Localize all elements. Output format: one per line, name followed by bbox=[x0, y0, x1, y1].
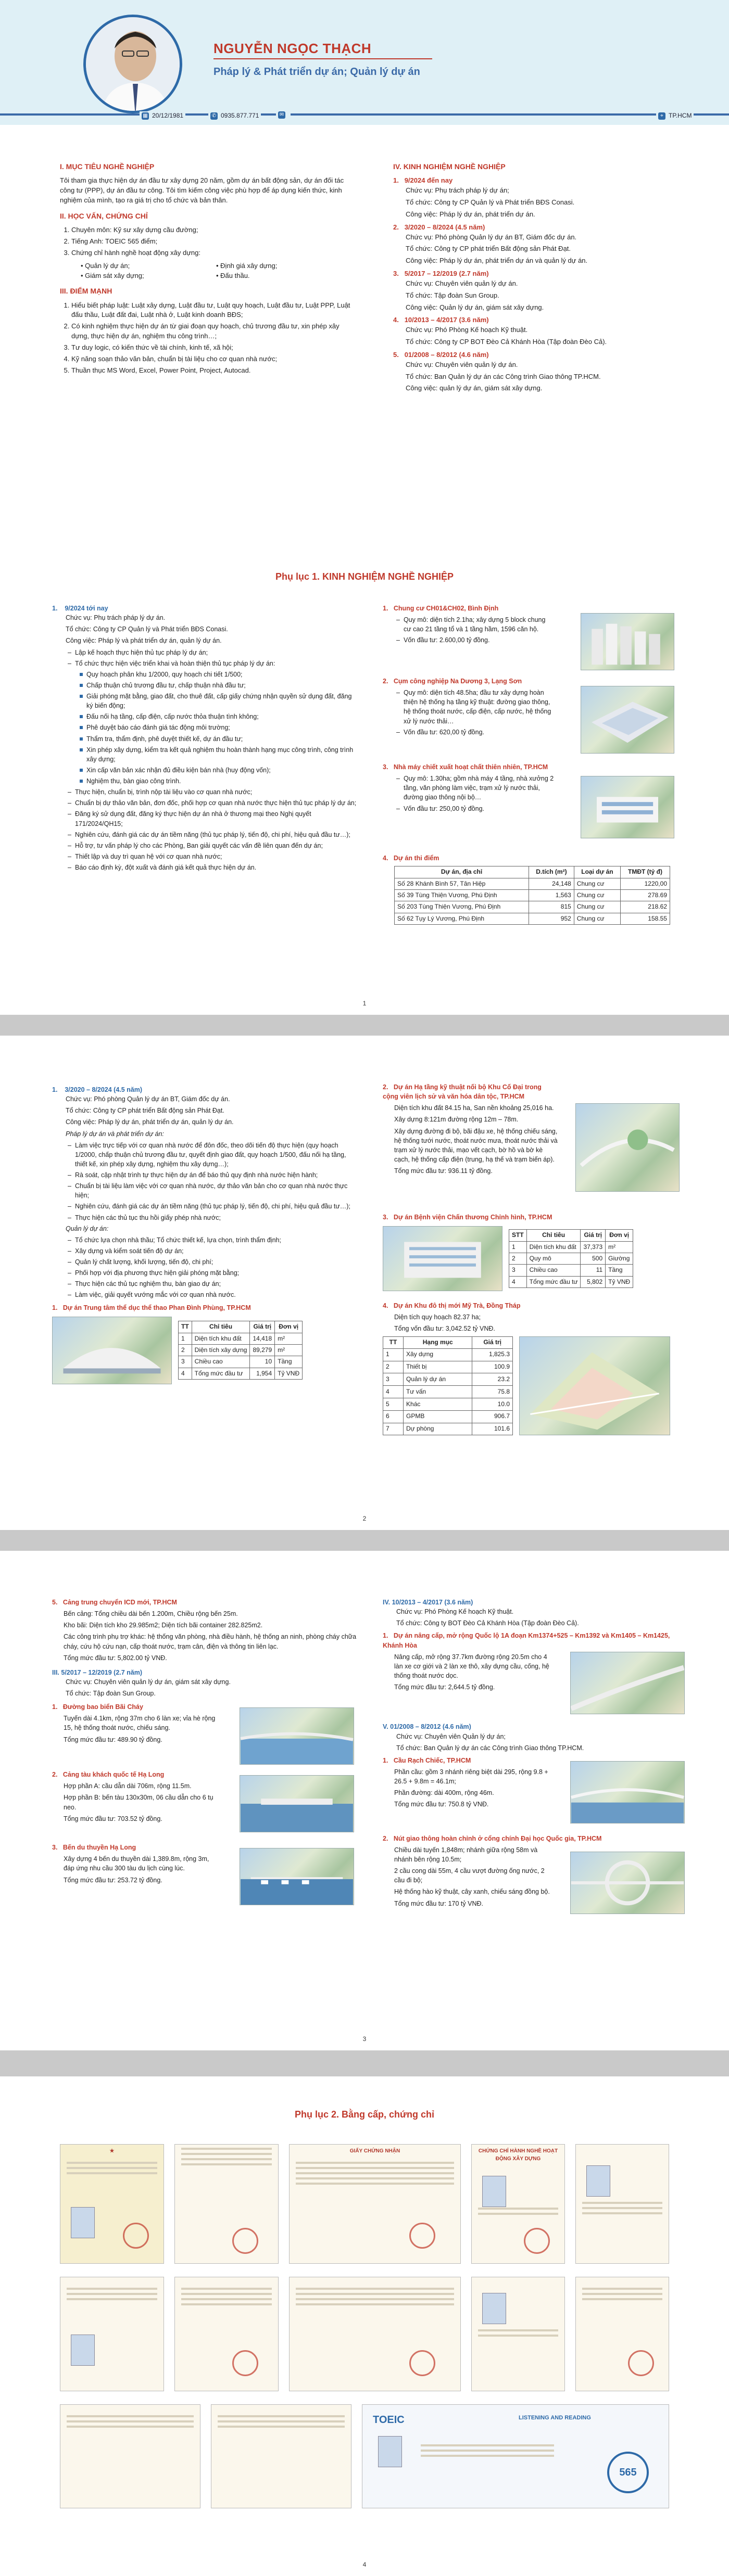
project-detail: Tổng vốn đầu tư: 3,042.52 tỷ VNĐ. bbox=[394, 1325, 495, 1333]
project-detail: Phần cầu: gồm 3 nhánh riêng biệt dài 295, rộng 9.8 + 26.5 + 9.8m = 46.1m; bbox=[394, 1768, 548, 1785]
job-line: Công việc: Pháp lý dự án, phát triển dự án. bbox=[406, 210, 535, 218]
job-line: Chức vụ: Phụ trách pháp lý dự án; bbox=[406, 186, 509, 195]
job-line: Chức vụ: Phó phòng Quản lý dự án BT, Giám đốc dự án. bbox=[406, 233, 577, 241]
subtask-item: Quy hoạch phân khu 1/2000, quy hoạch chi tiết 1/500; bbox=[86, 670, 359, 679]
task-item: – Chuẩn bị dự thảo văn bản, đơn đốc, phối hợp cơ quan nhà nước thực hiện thủ tục pháp lý dự án; bbox=[75, 798, 359, 808]
task-item: – Lập kế hoạch thực hiện thủ tục pháp lý dự án; bbox=[75, 648, 359, 657]
project-detail: 2 cầu cong dài 55m, 4 cầu vượt đường ống nước, 2 cầu đi bộ; bbox=[394, 1867, 545, 1884]
toeic-text-lines bbox=[414, 2441, 560, 2460]
job-line: Tổ chức: Công ty BOT Đèo Cả Khánh Hòa (Tập đoàn Đèo Cả). bbox=[396, 1619, 579, 1627]
project-entry: 2. Cảng tàu khách quốc tế Hạ Long Hợp phần A: cầu dẫn dài 706m, rộng 11.5m. Hợp phần B: bến tàu 130x30m, 06 cầu dẫn cho 6 tụ neo. Tổng mức đầu tư: 703.52 tỷ đồng. bbox=[52, 1770, 359, 1843]
phone-text: 0935.877.771 bbox=[221, 112, 259, 119]
project-entry: 2. Cụm công nghiệp Na Dương 3, Lạng Sơn – Quy mô: diện tích 48.5ha; đầu tư xây dựng hoàn thiện hệ thống hạ tầng kỹ thuật: đường giao thông, hệ thống thoát nước, cấp điện, cấp nước, hệ thống xử lý nước thải… – Vốn đầu tư: 620,00 tỷ đồng. bbox=[383, 677, 685, 762]
page2-left: 1. 3/2020 – 8/2024 (4.5 năm) Chức vụ: Phó phòng Quản lý dự án BT, Giám đốc dự án. Tổ chức: Công ty CP phát triển Bất động sản Phát Đạt. Công việc: Pháp lý dự án, phát triển dự án, quản lý dự án. Pháp lý dự án và phát triển dự án: – Làm việc trực tiếp với cơ quan nhà nước để đôn đốc, theo dõi tiến độ thực hiện (quy hoạch 1/2000, chấp thuận chủ trương đầu tư, quyết định giao đất, quy hoạch 1/500, đấu nối hạ tầng, thiết kế, xin phép xây dựng, nghiệm thu xây dựng…); – Rà soát, cập nhật trình tự thực hiện dự án để báo thủ quy định nhà nước hiện hành; – Chuẩn bị tài liệu làm việc với cơ quan nhà nước, dự thảo văn bản cho cơ quan nhà nước thực hiện; – Nghiên cứu, đánh giá các dự án tiềm năng (thủ tục pháp lý, tiến độ, chi phí, hiệu quả đầu tư…); – Thực hiện các thủ tục thu hồi giấy phép nhà nước; Quản lý dự án: – Tổ chức lựa chọn nhà thầu; Tổ chức thiết kế, lựa chọn, trình thẩm định; – Xây dựng và kiểm soát tiến độ dự án; – Quản lý chất lượng, khối lượng, tiến độ, chi phí; – Phối hợp với địa phương thực hiện giải phóng mặt bằng; – Thực hiện các thủ tục nghiệm thu, bàn giao dự án; – Làm việc, giải quyết vướng mắc với cơ quan nhà nước. 1. Dự án Trung tâm thể dục thể thao Phan Đình Phùng, TP.HCM TT Chỉ tiêu Giá trị Đơn vị 1 Diện tích khu đất 14,418 m² 2 Diện tích xây dựng 89,279 m² 3 Chiều cao 10 Tầng 4 Tổng mức đầu tư 1,954 Tỷ VNĐ bbox=[52, 1085, 359, 1384]
location-icon: ⌖ bbox=[658, 112, 665, 120]
name-rule bbox=[213, 58, 432, 59]
table-row: 1 Diện tích khu đất 37,373 m² bbox=[509, 1241, 633, 1253]
project-photo bbox=[581, 776, 674, 838]
project-detail: Hợp phần A: cầu dẫn dài 706m, rộng 11.5m. bbox=[64, 1782, 192, 1790]
project-detail: Các công trình phụ trợ khác: hệ thống văn phòng, nhà điều hành, hệ thống an ninh, phòng cháy chữa cháy, cứu hộ cứu nạn, cấp thoát nước, trạm cân, điện và thông tin liên lạc. bbox=[64, 1633, 357, 1650]
header-banner bbox=[0, 0, 729, 125]
project-table: TT Chỉ tiêu Giá trị Đơn vị 1 Diện tích khu đất 14,418 m² 2 Diện tích xây dựng 89,279 m² 3 Chiều cao 10 Tầng 4 Tổng mức đầu tư 1,954 Tỷ VNĐ bbox=[178, 1321, 303, 1380]
project-title: Đường bao biển Bãi Cháy bbox=[62, 1703, 143, 1711]
subtask-item: Chấp thuận chủ trương đầu tư, chấp thuận nhà đầu tư; bbox=[86, 681, 359, 690]
project-detail: Hệ thống hào kỹ thuật, cây xanh, chiếu sáng đồng bộ. bbox=[394, 1888, 550, 1896]
toeic-logo: TOEIC bbox=[373, 2414, 405, 2426]
job-line: Công việc: Pháp lý dự án, phát triển dự án và quản lý dự án. bbox=[406, 257, 588, 265]
project-entry: 3. Bến du thuyền Hạ Long Xây dựng 4 bến du thuyền dài 1,389.8m, rộng 3m, đáp ứng nhu cầu 300 tàu du lịch cùng lúc. Tổng mức đầu tư: 253.72 tỷ đồng. bbox=[52, 1843, 359, 1910]
toeic-certificate bbox=[362, 2404, 669, 2508]
job-line: Công việc: Quản lý dự án, giám sát xây dựng. bbox=[406, 303, 544, 311]
project-title: Bến du thuyền Hạ Long bbox=[62, 1844, 136, 1852]
table-row: Số 203 Tùng Thiện Vương, Phú Định 815 Chung cư 218.62 bbox=[395, 901, 670, 913]
project-detail: Tổng mức đầu tư: 2,644.5 tỷ đồng. bbox=[394, 1684, 495, 1691]
objective-text: Tôi tham gia thực hiện dự án đầu tư xây dựng 20 năm, gồm dự án bất động sản, dự án đối tác công tư (PPP), dự án đầu tư công. Tôi tìm kiếm công việc phù hợp để áp dụng kiến thức, kinh nghiệm của mình, tạo ra giá trị cho tổ chức và bản thân. bbox=[60, 176, 344, 204]
project-entry: 1. Cầu Rạch Chiếc, TP.HCM Phần cầu: gồm 3 nhánh riêng biệt dài 295, rộng 9.8 + 26.5 + 9.8m = 46.1m; Phần đường: dài 400m, rộng 46m. Tổng mức đầu tư: 750.8 tỷ VNĐ. bbox=[383, 1756, 685, 1834]
appendix-job-line: Chức vụ: Phụ trách pháp lý dự án. bbox=[66, 614, 166, 622]
project-detail: – Quy mô: 1.30ha; gồm nhà máy 4 tầng, nhà xưởng 2 tầng, văn phòng làm việc, trạm xử lý nước thải, đường giao thông nội bộ… bbox=[404, 774, 555, 802]
certificate-card bbox=[174, 2144, 279, 2264]
task-item: – Nghiên cứu, đánh giá các dự án tiềm năng (thủ tục pháp lý, tiến độ, chi phí, hiệu quả đầu tư…); bbox=[75, 1202, 359, 1211]
project-title: Dự án nâng cấp, mở rộng Quốc lộ 1A đoạn Km1374+525 – Km1392 và Km1405 – Km1425, Khánh Hòa bbox=[383, 1632, 670, 1649]
job-period: 3/2020 – 8/2024 (4.5 năm) bbox=[65, 1086, 143, 1093]
task-item: – Tổ chức thực hiện việc triển khai và hoàn thiện thủ tục pháp lý dự án: Quy hoạch phân khu 1/2000, quy hoạch chi tiết 1/500; Chấp thuận chủ trương đầu tư, chấp thuận nhà đầu tư; Giải phóng mặt bằng, giao đất, cho thuê đất, cấp giấy chứng nhận quyền sử dụng đất, đăng ký biến động; Đấu nối hạ tầng, cấp điện, cấp nước thỏa thuận tình không; Phê duyệt báo cáo đánh giá tác động môi trường; Thẩm tra, thẩm định, phê duyệt thiết kế, dự án đầu tư; Xin phép xây dựng, kiểm tra kết quả nghiệm thu hoàn thành hạng mục công trình, công trình xây dựng; Xin cấp văn bản xác nhận đủ điều kiện bán nhà (huy động vốn); Nghiệm thu, bàn giao công trình. bbox=[75, 659, 359, 786]
job-line: Tổ chức: Tập đoàn Sun Group. bbox=[66, 1690, 156, 1697]
task-item: – Nghiên cứu, đánh giá các dự án tiềm năng (thủ tục pháp lý, tiến độ, chi phí, hiệu quả đầu tư…); bbox=[75, 830, 359, 839]
certificate-card bbox=[289, 2144, 461, 2264]
subtask-item: Đấu nối hạ tầng, cấp điện, cấp nước thỏa thuận tình không; bbox=[86, 712, 359, 721]
project-detail: Tổng mức đầu tư: 5,802.00 tỷ VNĐ. bbox=[64, 1654, 167, 1662]
job-period: 01/2008 – 8/2012 (4.6 năm) bbox=[404, 350, 489, 359]
project-entry: 4. Dự án Khu đô thị mới Mỹ Trà, Đồng Tháp Diện tích quy hoạch 82.37 ha; Tổng vốn đầu tư: 3,042.52 tỷ VNĐ. TT Hạng mục Giá trị 1 Xây dựng 1,825.3 2 Thiết bị 100.9 3 Quản lý dự án 23.2 4 Tư vấn 75.8 5 Khác 10.0 6 GPMB 906.7 7 Dự phòng 101.6 bbox=[383, 1301, 685, 1435]
task-item: – Xây dựng và kiểm soát tiến độ dự án; bbox=[75, 1246, 359, 1256]
appendix-job-period: 9/2024 tới nay bbox=[65, 605, 108, 612]
right-column bbox=[393, 156, 674, 397]
project-detail: – Quy mô: diện tích 48.5ha; đầu tư xây dựng hoàn thiện hệ thống hạ tầng kỹ thuật: đường giao thông, hệ thống thoát nước, cấp điện, cấp nước, hệ thống xử lý nước thải… bbox=[404, 688, 555, 726]
subtask-item: Phê duyệt báo cáo đánh giá tác động môi trường; bbox=[86, 723, 359, 732]
project-detail: Tuyến dài 4.1km, rộng 37m cho 6 làn xe; vỉa hè rộng 15, hệ thống thoát nước, chiếu sáng. bbox=[64, 1715, 216, 1732]
certificate-heading: GIẤY CHỨNG NHẬN bbox=[349, 2148, 400, 2154]
land-table bbox=[394, 866, 670, 925]
project-detail: Tổng mức đầu tư: 170 tỷ VNĐ. bbox=[394, 1899, 483, 1907]
project-detail: Diện tích quy hoạch 82.37 ha; bbox=[394, 1313, 481, 1321]
project-title: Nhà máy chiết xuất hoạt chất thiên nhiên, TP.HCM bbox=[393, 763, 548, 771]
certificate-card bbox=[60, 2144, 164, 2264]
job-period: III. 5/2017 – 12/2019 (2.7 năm) bbox=[52, 1668, 143, 1676]
project-photo bbox=[575, 1103, 680, 1192]
subtask-item: Thẩm tra, thẩm định, phê duyệt thiết kế, dự án đầu tư; bbox=[86, 734, 359, 744]
project-detail: – Vốn đầu tư: 2.600,00 tỷ đồng. bbox=[404, 635, 555, 645]
location-item bbox=[656, 111, 694, 120]
job-line: Tổ chức: Công ty CP phát triển Bất động sản Phát Đạt. bbox=[66, 1107, 224, 1115]
project-detail: Kho bãi: Diện tích kho 29.985m2; Diện tích bãi container 282.825m2. bbox=[64, 1622, 263, 1629]
project-entry: 3. Nhà máy chiết xuất hoạt chất thiên nhiên, TP.HCM – Quy mô: 1.30ha; gồm nhà máy 4 tầng, nhà xưởng 2 tầng, văn phòng làm việc, trạm xử lý nước thải, đường giao thông nội bộ… – Vốn đầu tư: 250,00 tỷ đồng. bbox=[383, 762, 685, 853]
job-line: Công việc: Pháp lý dự án, phát triển dự án, quản lý dự án. bbox=[66, 1118, 234, 1126]
section-experience-title: IV. KINH NGHIỆM NGHỀ NGHIỆP bbox=[393, 162, 506, 171]
page-number: 4 bbox=[362, 2561, 367, 2568]
project-detail: – Quy mô: diện tích 2.1ha; xây dựng 5 block chung cư cao 21 tầng tổ và 1 tầng hầm, 1596 căn hộ. bbox=[404, 615, 555, 634]
left-column bbox=[60, 156, 351, 379]
strength-item: 2. Có kinh nghiệm thực hiện dự án từ giai đoạn quy hoạch, chủ trương đầu tư, xin phép xây dựng, thực hiện dự án, nghiệm thu công trình…; bbox=[71, 322, 351, 341]
project-photo bbox=[581, 613, 674, 670]
certificate-card bbox=[471, 2144, 565, 2264]
table-row: 1 Xây dựng 1,825.3 bbox=[383, 1348, 513, 1361]
appendix-1-right bbox=[383, 604, 685, 925]
project-photo bbox=[570, 1852, 685, 1914]
project-photo bbox=[581, 686, 674, 754]
page-3 bbox=[0, 1551, 729, 2050]
project-title: Dự án Hạ tầng kỹ thuật nối bộ Khu Cố Đại trong cộng viên lịch sử và văn hóa dân tộc, TP.HCM bbox=[383, 1083, 542, 1101]
project-photo bbox=[519, 1336, 670, 1435]
job-period: IV. 10/2013 – 4/2017 (3.6 năm) bbox=[383, 1599, 473, 1606]
certificate-item: • Đấu thầu. bbox=[216, 271, 250, 279]
certificate-card bbox=[211, 2404, 351, 2508]
project-photo bbox=[52, 1317, 172, 1384]
project-entry: 1. Dự án nâng cấp, mở rộng Quốc lộ 1A đoạn Km1374+525 – Km1392 và Km1405 – Km1425, Khánh Hòa Nâng cấp, mở rộng 37.7km đường rộng 20.5m cho 4 làn xe cơ giới và 2 làn xe thô, xây dựng cầu, cống, hệ thống thoát nước dọc. Tổng mức đầu tư: 2,644.5 tỷ đồng. bbox=[383, 1631, 685, 1722]
table-header: TMĐT (tỷ đ) bbox=[621, 866, 670, 878]
appendix-1-left: 1. 9/2024 tới nay Chức vụ: Phụ trách pháp lý dự án. Tổ chức: Công ty CP Quản lý và Phát triển BĐS Conasi. Công việc: Pháp lý và phát triển dự án, quản lý dự án. – Lập kế hoạch thực hiện thủ tục pháp lý dự án; – Tổ chức thực hiện việc triển khai và hoàn thiện thủ tục pháp lý dự án: Quy hoạch phân khu 1/2000, quy hoạch chi tiết 1/500; Chấp thuận chủ trương đầu tư, chấp thuận nhà đầu tư; Giải phóng mặt bằng, giao đất, cho thuê đất, cấp giấy chứng nhận quyền sử dụng đất, đăng ký biến động; Đấu nối hạ tầng, cấp điện, cấp nước thỏa thuận tình không; Phê duyệt báo cáo đánh giá tác động môi trường; Thẩm tra, thẩm định, phê duyệt thiết kế, dự án đầu tư; Xin phép xây dựng, kiểm tra kết quả nghiệm thu hoàn thành hạng mục công trình, công trình xây dựng; Xin cấp văn bản xác nhận đủ điều kiện bán nhà (huy động vốn); Nghiệm thu, bàn giao công trình. – Thực hiện, chuẩn bị, trình nộp tài liệu vào cơ quan nhà nước; – Chuẩn bị dự thảo văn bản, đơn đốc, phối hợp cơ quan nhà nước thực hiện thủ tục pháp lý dự án; – Đăng ký sử dụng đất, đăng ký thực hiện dự án nhà ở thương mại theo Nghị quyết 171/2024/QH15; – Nghiên cứu, đánh giá các dự án tiềm năng (thủ tục pháp lý, tiến độ, chi phí, hiệu quả đầu tư…); – Hỗ trợ, tư vấn pháp lý cho các Phòng, Ban giải quyết các vấn đề liên quan đến dự án; – Thiết lập và duy trì quan hệ với cơ quan nhà nước; – Báo cáo định kỳ, đột xuất và đánh giá kết quả thực hiện dự án. bbox=[52, 604, 359, 874]
project-detail: Phần đường: dài 400m, rộng 46m. bbox=[394, 1789, 494, 1797]
project-table: TT Hạng mục Giá trị 1 Xây dựng 1,825.3 2 Thiết bị 100.9 3 Quản lý dự án 23.2 4 Tư vấn 75.8 5 Khác 10.0 6 GPMB 906.7 7 Dự phòng 101.6 bbox=[383, 1336, 513, 1435]
project-detail: Bến cảng: Tổng chiều dài bến 1.200m, Chiều rộng bến 25m. bbox=[64, 1610, 238, 1618]
project-title: Nút giao thông hoàn chỉnh ở cổng chính Đại học Quốc gia, TP.HCM bbox=[393, 1834, 602, 1842]
project-entry: 2. Nút giao thông hoàn chỉnh ở cổng chính Đại học Quốc gia, TP.HCM Chiều dài tuyến 1,848m; nhánh giữa rộng 58m và nhánh bên rộng 10.5m; 2 cầu cong dài 55m, 4 cầu vượt đường ống nước, 2 cầu đi bộ; Hệ thống hào kỹ thuật, cây xanh, chiếu sáng đồng bộ. Tổng mức đầu tư: 170 tỷ VNĐ. bbox=[383, 1834, 685, 1922]
job-period: 9/2024 đến nay bbox=[404, 176, 453, 185]
job-line: Công việc: quản lý dự án, giám sát xây dựng. bbox=[406, 384, 543, 392]
project-detail: Tổng mức đầu tư: 936.11 tỷ đồng. bbox=[394, 1167, 493, 1175]
certificate-card bbox=[471, 2277, 565, 2391]
table-row: 4 Tư vấn 75.8 bbox=[383, 1386, 513, 1398]
project-detail: Diện tích khu đất 84.15 ha, San nền khoảng 25,016 ha. bbox=[394, 1104, 554, 1112]
subtask-item: Giải phóng mặt bằng, giao đất, cho thuê đất, cấp giấy chứng nhận quyền sử dụng đất, đăng ký biến động; bbox=[86, 692, 359, 710]
task-item: – Làm việc, giải quyết vướng mắc với cơ quan nhà nước. bbox=[75, 1290, 359, 1299]
subtask-item: Xin phép xây dựng, kiểm tra kết quả nghiệm thu hoàn thành hạng mục công trình, công trình xây dựng; bbox=[86, 745, 359, 764]
page3-left: 5. Cảng trung chuyển ICD mới, TP.HCM Bến cảng: Tổng chiều dài bến 1.200m, Chiều rộng bến 25m. Kho bãi: Diện tích kho 29.985m2; Diện tích bãi container 282.825m2. Các công trình phụ trợ khác: hệ thống văn phòng, nhà điều hành, hệ thống an ninh, phòng cháy chữa cháy, cứu hộ cứu nạn, cấp thoát nước, trạm cân, điện và thông tin liên lạc. Tổng mức đầu tư: 5,802.00 tỷ VNĐ. III. 5/2017 – 12/2019 (2.7 năm) Chức vụ: Chuyên viên quản lý dự án, giám sát xây dựng. Tổ chức: Tập đoàn Sun Group. 1. Đường bao biển Bãi Cháy Tuyến dài 4.1km, rộng 37m cho 6 làn xe; vỉa hè rộng 15, hệ thống thoát nước, chiếu sáng. Tổng mức đầu tư: 489.90 tỷ đồng. 2. Cảng tàu khách quốc tế Hạ Long Hợp phần A: cầu dẫn dài 706m, rộng 11.5m. Hợp phần B: bến tàu 130x30m, 06 cầu dẫn cho 6 tụ neo. Tổng mức đầu tư: 703.52 tỷ đồng. 3. Bến du thuyền Hạ Long Xây dựng 4 bến du thuyền dài 1,389.8m, rộng 3m, đáp ứng nhu cầu 300 tàu du lịch cùng lúc. Tổng mức đầu tư: 253.72 tỷ đồng. bbox=[52, 1598, 359, 1910]
job-line: Chức vụ: Phó phòng Quản lý dự án BT, Giám đốc dự án. bbox=[66, 1095, 230, 1103]
page-1 bbox=[0, 0, 729, 1015]
toeic-score: 565 bbox=[607, 2452, 649, 2493]
land-projects: 4. Dự án thi điểm Dự án, địa chỉ D.tích (m²) Loại dự án TMĐT (tỷ đ) Số 28 Khánh Bình 57, Tân Hiệp 24,148 Chung cư 1220,00 Số 39 Tùng Thiện Vương, Phú Định 1,563 Chung cư 278.69 Số 203 Tùng Thiện Vương, Phú Định 815 Chung cư 218.62 Số 62 Tụy Lý Vương, Phú Định 952 Chung cư 158.55 bbox=[383, 853, 685, 925]
job-period: 3/2020 – 8/2024 (4.5 năm) bbox=[404, 223, 485, 231]
appendix-1-title: Phụ lục 1. KINH NGHIỆM NGHỀ NGHIỆP bbox=[275, 571, 454, 582]
project-detail: Tổng mức đầu tư: 703.52 tỷ đồng. bbox=[64, 1815, 162, 1822]
project-title: Dự án Trung tâm thể dục thể thao Phan Đình Phùng, TP.HCM bbox=[62, 1304, 251, 1311]
job-line: Chức vụ: Phó Phòng Kế hoạch Kỹ thuật. bbox=[406, 326, 528, 334]
project-detail: Hợp phần B: bến tàu 130x30m, 06 cầu dẫn cho 6 tụ neo. bbox=[64, 1794, 213, 1811]
birthdate-item bbox=[140, 111, 185, 120]
table-row: 2 Quy mô 500 Giường bbox=[509, 1253, 633, 1264]
header-stripe bbox=[0, 113, 729, 116]
table-row: Số 28 Khánh Bình 57, Tân Hiệp 24,148 Chung cư 1220,00 bbox=[395, 878, 670, 889]
project-title: Dự án Khu đô thị mới Mỹ Trà, Đồng Tháp bbox=[393, 1302, 521, 1309]
strength-item: 5. Thuần thục MS Word, Excel, Power Point, Project, Autocad. bbox=[71, 366, 351, 376]
project-table: STT Chỉ tiêu Giá trị Đơn vị 1 Diện tích khu đất 37,373 m² 2 Quy mô 500 Giường 3 Chiều cao 11 Tầng 4 Tổng mức đầu tư 5,802 Tỷ VNĐ bbox=[509, 1229, 633, 1288]
subheading: Pháp lý dự án và phát triển dự án: bbox=[66, 1130, 164, 1138]
subtask-item: Xin cấp văn bản xác nhận đủ điều kiện bán nhà (huy động vốn); bbox=[86, 766, 359, 775]
project-photo bbox=[240, 1775, 354, 1832]
page-number: 2 bbox=[362, 1515, 367, 1522]
table-row: 1 Diện tích khu đất 14,418 m² bbox=[179, 1333, 303, 1344]
avatar bbox=[83, 15, 182, 113]
project-detail: Xây dựng đường đi bộ, bãi đậu xe, hệ thống chiếu sáng, hệ thống tưới nước, thoát nước mưa, thoát nước thải và trạm xử lý nước thải, mạo vết cạch, bờ hồ và bờ kè cạch, hệ thống cấp điện (trung, hạ thế và trạm biến áp). bbox=[394, 1127, 558, 1163]
project-title: Cảng trung chuyển ICD mới, TP.HCM bbox=[62, 1599, 177, 1606]
job-entry: 5. 01/2008 – 8/2012 (4.6 năm) Chức vụ: Chuyên viên quản lý dự án. Tổ chức: Ban Quản lý dự án các Công trình Giao thông TP.HCM. Công việc: quản lý dự án, giám sát xây dựng. bbox=[393, 350, 674, 393]
task-item: – Hỗ trợ, tư vấn pháp lý cho các Phòng, Ban giải quyết các vấn đề liên quan đến dự án; bbox=[75, 841, 359, 850]
candidate-name: NGUYỄN NGỌC THẠCH bbox=[213, 41, 372, 56]
table-header: Dự án, địa chỉ bbox=[395, 866, 529, 878]
certificate-heading: ★ bbox=[109, 2148, 115, 2154]
project-detail: Tổng mức đầu tư: 489.90 tỷ đồng. bbox=[64, 1736, 162, 1743]
job-period: 5/2017 – 12/2019 (2.7 năm) bbox=[404, 270, 489, 278]
appendix-job-line: Công việc: Pháp lý và phát triển dự án, quản lý dự án. bbox=[66, 637, 222, 645]
job-line: Tổ chức: Ban Quản lý dự án các Công trình Giao thông TP.HCM. bbox=[396, 1744, 584, 1752]
project-detail: – Vốn đầu tư: 620,00 tỷ đồng. bbox=[404, 728, 555, 737]
task-item: – Thực hiện các thủ tục nghiệm thu, bàn giao dự án; bbox=[75, 1279, 359, 1289]
location-text: TP.HCM bbox=[669, 112, 692, 119]
certificate-item: • Giám sát xây dựng; bbox=[81, 271, 144, 279]
calendar-icon: ▦ bbox=[142, 112, 149, 120]
table-row: 4 Tổng mức đầu tư 5,802 Tỷ VNĐ bbox=[509, 1276, 633, 1287]
project-detail: Tổng mức đầu tư: 750.8 tỷ VNĐ. bbox=[394, 1801, 489, 1808]
project-photo bbox=[570, 1761, 685, 1823]
page2-right bbox=[383, 1082, 685, 1435]
job-line: Tổ chức: Ban Quản lý dự án các Công trình Giao thông TP.HCM. bbox=[406, 372, 601, 380]
task-item: – Quản lý chất lượng, khối lượng, tiến độ, chi phí; bbox=[75, 1257, 359, 1267]
page-2 bbox=[0, 1036, 729, 1530]
project-photo bbox=[383, 1226, 502, 1291]
table-row: 6 GPMB 906.7 bbox=[383, 1410, 513, 1423]
email-item[interactable] bbox=[276, 111, 291, 119]
job-period: 10/2013 – 4/2017 (3.6 năm) bbox=[404, 316, 489, 324]
task-item: – Thiết lập và duy trì quan hệ với cơ quan nhà nước; bbox=[75, 852, 359, 861]
strength-item: 3. Tư duy logic, có kiến thức về tài chính, kinh tế, xã hội; bbox=[71, 343, 351, 353]
certificate-card bbox=[174, 2277, 279, 2391]
job-entry: 2. 3/2020 – 8/2024 (4.5 năm) Chức vụ: Phó phòng Quản lý dự án BT, Giám đốc dự án. Tổ chức: Công ty CP phát triển Bất động sản Phát Đạt. Công việc: Pháp lý dự án, phát triển dự án và quản lý dự án. bbox=[393, 223, 674, 266]
job-entry: 4. 10/2013 – 4/2017 (3.6 năm) Chức vụ: Phó Phòng Kế hoạch Kỹ thuật. Tổ chức: Công ty CP BOT Đèo Cả Khánh Hòa (Tập đoàn Đèo Cả). bbox=[393, 315, 674, 347]
email-icon: ✉ bbox=[278, 111, 285, 119]
task-item: – Chuẩn bị tài liệu làm việc với cơ quan nhà nước, dự thảo văn bản cho cơ quan nhà nước thực hiện; bbox=[75, 1181, 359, 1200]
table-row: 3 Chiều cao 11 Tầng bbox=[509, 1265, 633, 1276]
project-photo bbox=[570, 1652, 685, 1714]
project-detail: Nâng cấp, mở rộng 37.7km đường rộng 20.5m cho 4 làn xe cơ giới và 2 làn xe thô, xây dựng cầu, cống, hệ thống thoát nước dọc. bbox=[394, 1653, 549, 1679]
project-entry: 2. Dự án Hạ tầng kỹ thuật nối bộ Khu Cố Đại trong cộng viên lịch sử và văn hóa dân tộc, TP.HCM Diện tích khu đất 84.15 ha, San nền khoảng 25,016 ha. Xây dựng 8:121m đường rộng 12m – 78m. Xây dựng đường đi bộ, bãi đậu xe, hệ thống chiếu sáng, hệ thống tưới nước, thoát nước mưa, thoát nước thải và trạm xử lý nước thải, mạo vết cạch, bờ hồ và bờ kè cạch, hệ thống cấp điện (trung, hạ thế và trạm biến áp). Tổng mức đầu tư: 936.11 tỷ đồng. bbox=[383, 1082, 685, 1213]
certificate-card bbox=[575, 2277, 669, 2391]
job-line: Chức vụ: Chuyên viên quản lý dự án. bbox=[406, 360, 518, 368]
certificate-item: • Quản lý dự án; bbox=[81, 261, 130, 270]
project-entry: 3. Dự án Bệnh viện Chấn thương Chỉnh hình, TP.HCM STT Chỉ tiêu Giá trị Đơn vị 1 Diện tích khu đất 37,373 m² 2 Quy mô 500 Giường 3 Chiều cao 11 Tầng 4 Tổng mức đầu tư 5,802 Tỷ VNĐ bbox=[383, 1213, 685, 1301]
section-objective-title: I. MỤC TIÊU NGHỀ NGHIỆP bbox=[60, 162, 155, 171]
table-row: Số 62 Tụy Lý Vương, Phú Định 952 Chung cư 158.55 bbox=[395, 913, 670, 924]
project-title: Cụm công nghiệp Na Dương 3, Lạng Sơn bbox=[393, 678, 522, 685]
appendix-job-line: Tổ chức: Công ty CP Quản lý và Phát triển BĐS Conasi. bbox=[66, 626, 228, 633]
strength-item: 4. Kỹ năng soạn thảo văn bản, chuẩn bị tài liệu cho cơ quan nhà nước; bbox=[71, 354, 351, 364]
project-detail: Xây dựng 4 bến du thuyền dài 1,389.8m, rộng 3m, đáp ứng nhu cầu 300 tàu du lịch cùng lúc. bbox=[64, 1855, 209, 1872]
project-detail: Tổng mức đầu tư: 253.72 tỷ đồng. bbox=[64, 1876, 162, 1884]
table-row: 2 Diện tích xây dựng 89,279 m² bbox=[179, 1344, 303, 1356]
table-row: 3 Quản lý dự án 23.2 bbox=[383, 1373, 513, 1386]
page-number: 1 bbox=[362, 1000, 367, 1007]
birthdate-text: 20/12/1981 bbox=[152, 112, 184, 119]
project-entry: 1. Chung cư CH01&CH02, Bình Định – Quy mô: diện tích 2.1ha; xây dựng 5 block chung cư cao 21 tầng tổ và 1 tầng hầm, 1596 căn hộ. – Vốn đầu tư: 2.600,00 tỷ đồng. bbox=[383, 604, 685, 677]
strengths-list bbox=[60, 301, 351, 376]
job-line: Chức vụ: Phó Phòng Kế hoạch Kỹ thuật. bbox=[396, 1608, 514, 1616]
strength-item: 1. Hiểu biết pháp luật: Luật xây dựng, Luật đầu tư, Luật quy hoạch, Luật đầu tư, Luật PPP, Luật đấu thầu, Luật đất đai, Luật nhà ở, Luật kinh doanh BĐS; bbox=[71, 301, 351, 321]
certificate-card bbox=[60, 2404, 200, 2508]
education-list bbox=[60, 225, 351, 258]
certificate-item: • Định giá xây dựng; bbox=[216, 261, 278, 270]
section-strengths-title: III. ĐIỂM MẠNH bbox=[60, 287, 112, 296]
certificate-card bbox=[60, 2277, 164, 2391]
phone-item[interactable] bbox=[208, 111, 261, 120]
job-line: Tổ chức: Công ty CP BOT Đèo Cả Khánh Hòa (Tập đoàn Đèo Cả). bbox=[406, 338, 607, 346]
phone-icon: ✆ bbox=[210, 112, 218, 120]
task-item: – Thực hiện, chuẩn bị, trình nộp tài liệu vào cơ quan nhà nước; bbox=[75, 787, 359, 797]
toeic-heading: LISTENING AND READING bbox=[519, 2415, 591, 2421]
table-header: Loại dự án bbox=[574, 866, 620, 878]
project-title: Chung cư CH01&CH02, Bình Định bbox=[393, 605, 499, 612]
candidate-title: Pháp lý & Phát triển dự án; Quản lý dự án bbox=[213, 66, 420, 78]
table-row: 3 Chiều cao 10 Tầng bbox=[179, 1356, 303, 1368]
education-item: 2. Tiếng Anh: TOEIC 565 điểm; bbox=[71, 237, 351, 247]
job-period: V. 01/2008 – 8/2012 (4.6 năm) bbox=[383, 1723, 471, 1731]
task-item: – Báo cáo định kỳ, đột xuất và đánh giá kết quả thực hiện dự án. bbox=[75, 863, 359, 872]
task-item: – Thực hiện các thủ tục thu hồi giấy phép nhà nước; bbox=[75, 1213, 359, 1222]
project-photo bbox=[240, 1707, 354, 1765]
table-row: 5 Khác 10.0 bbox=[383, 1398, 513, 1410]
job-line: Tổ chức: Công ty CP phát triển Bất động sản Phát Đạt. bbox=[406, 245, 571, 253]
task-item: – Phối hợp với địa phương thực hiện giải phóng mặt bằng; bbox=[75, 1268, 359, 1278]
project-title: Dự án Bệnh viện Chấn thương Chỉnh hình, TP.HCM bbox=[393, 1214, 552, 1221]
task-item: – Làm việc trực tiếp với cơ quan nhà nước để đôn đốc, theo dõi tiến độ thực hiện (quy hoạch 1/2000, chấp thuận chủ trương đầu tư, quyết định giao đất, quy hoạch 1/500, đấu nối hạ tầng, thiết kế, xin phép xây dựng, nghiệm thu xây dựng…); bbox=[75, 1141, 359, 1169]
project-photo bbox=[240, 1848, 354, 1905]
subheading: Quản lý dự án: bbox=[66, 1225, 109, 1232]
job-line: Chức vụ: Chuyên viên Quản lý dự án; bbox=[396, 1732, 506, 1740]
project-detail: – Vốn đầu tư: 250,00 tỷ đồng. bbox=[404, 804, 555, 813]
job-entry: 3. 5/2017 – 12/2019 (2.7 năm) Chức vụ: Chuyên viên quản lý dự án. Tổ chức: Tập đoàn Sun Group. Công việc: Quản lý dự án, giám sát xây dựng. bbox=[393, 269, 674, 312]
certificate-card bbox=[575, 2144, 669, 2264]
project-title: Cầu Rạch Chiếc, TP.HCM bbox=[393, 1756, 471, 1764]
section-education-title: II. HỌC VẤN, CHỨNG CHỈ bbox=[60, 211, 148, 220]
certificate-card bbox=[289, 2277, 461, 2391]
table-row: Số 39 Tùng Thiện Vương, Phú Định 1,563 Chung cư 278.69 bbox=[395, 889, 670, 901]
job-line: Tổ chức: Công ty CP Quản lý và Phát triển BĐS Conasi. bbox=[406, 198, 575, 206]
table-header: D.tích (m²) bbox=[529, 866, 574, 878]
appendix-2-title: Phụ lục 2. Bằng cấp, chứng chỉ bbox=[294, 2109, 435, 2120]
certificate-grid bbox=[60, 261, 351, 281]
table-row: 4 Tổng mức đầu tư 1,954 Tỷ VNĐ bbox=[179, 1368, 303, 1379]
education-item: 3. Chứng chỉ hành nghề hoạt động xây dựng: bbox=[71, 248, 351, 258]
page3-right bbox=[383, 1598, 685, 1922]
task-item: – Tổ chức lựa chọn nhà thầu; Tổ chức thiết kế, lựa chọn, trình thẩm định; bbox=[75, 1235, 359, 1245]
job-entry: 1. 9/2024 đến nay Chức vụ: Phụ trách pháp lý dự án; Tổ chức: Công ty CP Quản lý và Phát triển BĐS Conasi. Công việc: Pháp lý dự án, phát triển dự án. bbox=[393, 176, 674, 219]
job-line: Chức vụ: Chuyên viên quản lý dự án, giám sát xây dựng. bbox=[66, 1678, 231, 1686]
page-number: 3 bbox=[362, 2035, 367, 2043]
project-detail: Chiều dài tuyến 1,848m; nhánh giữa rộng 58m và nhánh bên rộng 10.5m; bbox=[394, 1846, 538, 1863]
project-detail: Xây dựng 8:121m đường rộng 12m – 78m. bbox=[394, 1116, 519, 1124]
table-row: 2 Thiết bị 100.9 bbox=[383, 1361, 513, 1373]
land-title: Dự án thi điểm bbox=[393, 855, 439, 862]
table-row: 7 Dự phòng 101.6 bbox=[383, 1423, 513, 1435]
page-4 bbox=[0, 2076, 729, 2576]
task-item: – Rà soát, cập nhật trình tự thực hiện dự án để báo thủ quy định nhà nước hiện hành; bbox=[75, 1170, 359, 1180]
project-entry: 1. Đường bao biển Bãi Cháy Tuyến dài 4.1km, rộng 37m cho 6 làn xe; vỉa hè rộng 15, hệ thống thoát nước, chiếu sáng. Tổng mức đầu tư: 489.90 tỷ đồng. bbox=[52, 1702, 359, 1770]
project-title: Cảng tàu khách quốc tế Hạ Long bbox=[62, 1771, 165, 1779]
subtask-item: Nghiệm thu, bàn giao công trình. bbox=[86, 776, 359, 786]
certificate-heading: CHỨNG CHỈ HÀNH NGHỀ HOẠT ĐỘNG XÂY DỰNG bbox=[478, 2148, 558, 2162]
task-item: – Đăng ký sử dụng đất, đăng ký thực hiện dự án nhà ở thương mại theo Nghị quyết 171/2024/QH15; bbox=[75, 809, 359, 828]
education-item: 1. Chuyên môn: Kỹ sư xây dựng cầu đường; bbox=[71, 225, 351, 235]
job-line: Chức vụ: Chuyên viên quản lý dự án. bbox=[406, 279, 518, 287]
job-line: Tổ chức: Tập đoàn Sun Group. bbox=[406, 291, 499, 299]
